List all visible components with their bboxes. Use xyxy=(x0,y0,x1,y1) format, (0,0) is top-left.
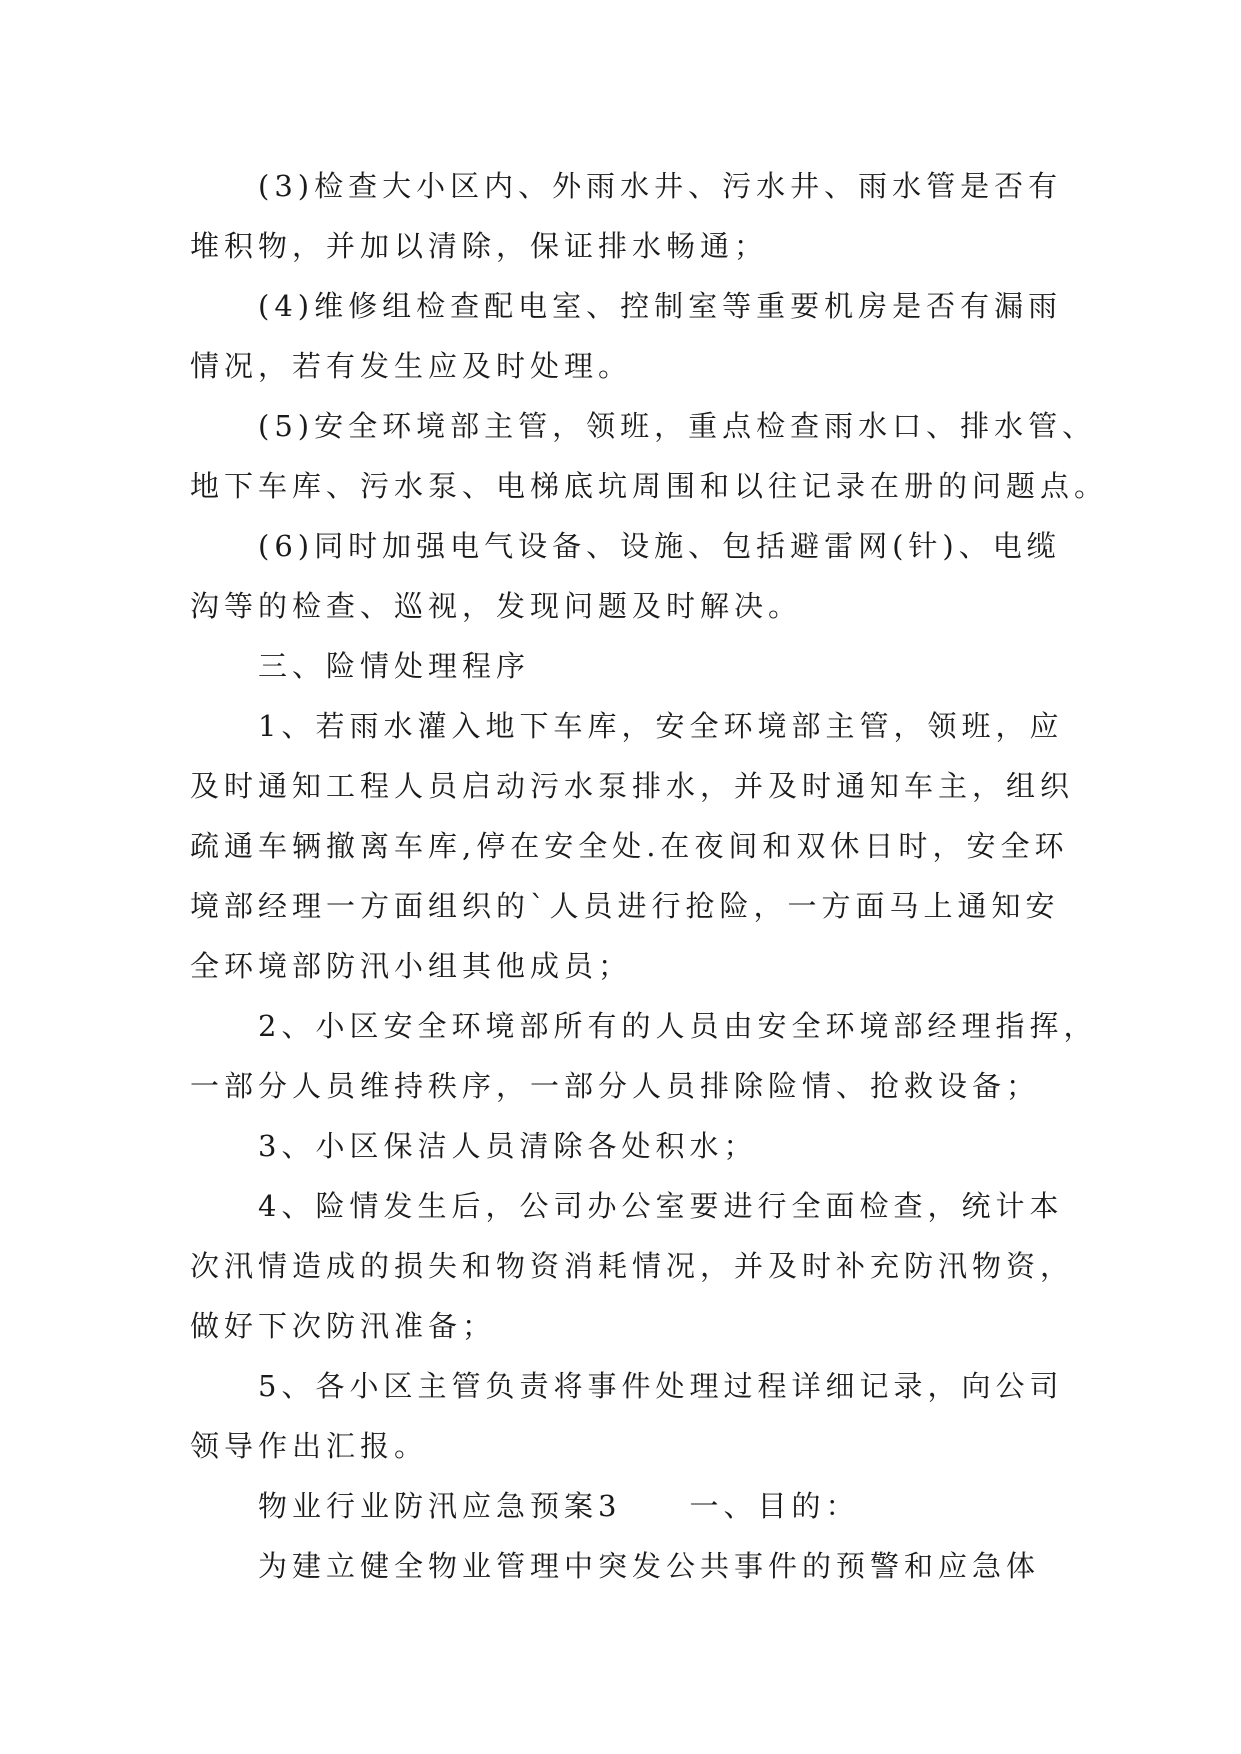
text-line-22: 领导作出汇报。 xyxy=(190,1429,429,1463)
text-line-15: 2、小区安全环境部所有的人员由安全环境部经理指挥， xyxy=(258,1009,1098,1043)
text-line-20: 做好下次防汛准备； xyxy=(190,1309,497,1343)
document-title-line: 物业行业防汛应急预案3 一、目的： xyxy=(258,1489,860,1523)
text-line-21: 5、各小区主管负责将事件处理过程详细记录，向公司 xyxy=(258,1369,1064,1403)
text-line-8: 沟等的检查、巡视，发现问题及时解决。 xyxy=(190,589,803,623)
text-line-16: 一部分人员维持秩序，一部分人员排除险情、抢救设备； xyxy=(190,1069,1041,1103)
text-line-10: 1、若雨水灌入地下车库，安全环境部主管，领班，应 xyxy=(258,709,1064,743)
text-line-4: 情况，若有发生应及时处理。 xyxy=(190,349,633,383)
text-line-2: 堆积物，并加以清除，保证排水畅通； xyxy=(190,229,769,263)
text-line-13: 境部经理一方面组织的`人员进行抢险，一方面马上通知安 xyxy=(190,889,1060,923)
text-line-12: 疏通车辆撤离车库,停在安全处.在夜间和双休日时，安全环 xyxy=(190,829,1069,863)
text-line-11: 及时通知工程人员启动污水泵排水，并及时通知车主，组织 xyxy=(190,769,1075,803)
text-line-6: 地下车库、污水泵、电梯底坑周围和以往记录在册的问题点。 xyxy=(190,469,1109,503)
text-line-24: 为建立健全物业管理中突发公共事件的预警和应急体 xyxy=(258,1549,1041,1583)
text-line-14: 全环境部防汛小组其他成员； xyxy=(190,949,633,983)
text-line-7: (6)同时加强电气设备、设施、包括避雷网(针)、电缆 xyxy=(258,529,1061,563)
text-line-17: 3、小区保洁人员清除各处积水； xyxy=(258,1129,758,1163)
text-line-5: (5)安全环境部主管，领班，重点检查雨水口、排水管、 xyxy=(258,409,1097,443)
text-line-3: (4)维修组检查配电室、控制室等重要机房是否有漏雨 xyxy=(258,289,1063,323)
text-line-1: (3)检查大小区内、外雨水井、污水井、雨水管是否有 xyxy=(258,169,1063,203)
text-line-19: 次汛情造成的损失和物资消耗情况，并及时补充防汛物资， xyxy=(190,1249,1075,1283)
text-line-18: 4、险情发生后，公司办公室要进行全面检查，统计本 xyxy=(258,1189,1064,1223)
section-heading: 三、险情处理程序 xyxy=(258,649,531,683)
